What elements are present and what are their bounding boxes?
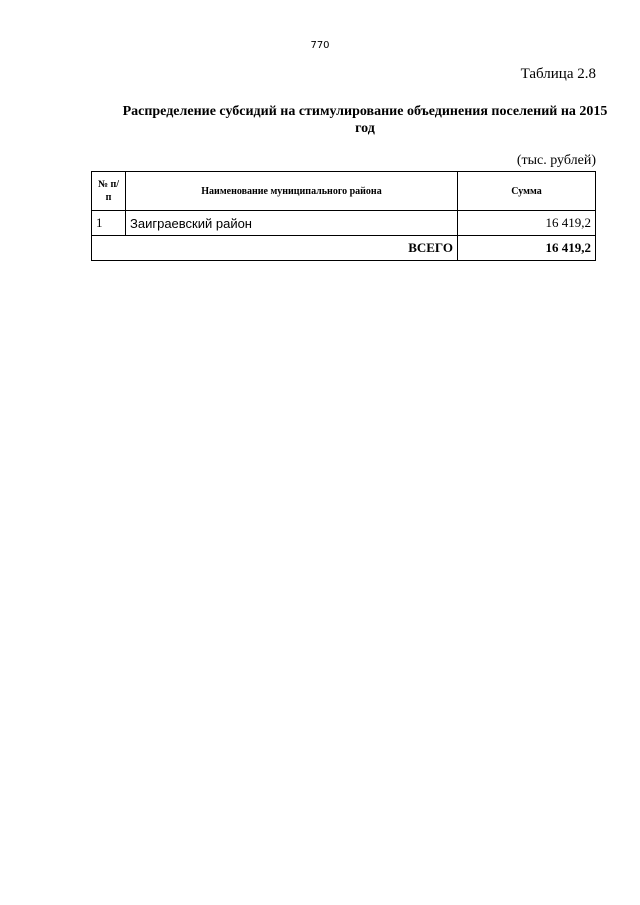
- row-name: Заиграевский район: [126, 211, 458, 236]
- row-num: 1: [92, 211, 126, 236]
- units-label: (тыс. рублей): [516, 153, 596, 168]
- header-name: Наименование муниципального района: [126, 172, 458, 211]
- row-sum: 16 419,2: [458, 211, 596, 236]
- total-sum: 16 419,2: [458, 236, 596, 261]
- table-label: Таблица 2.8: [520, 66, 596, 82]
- table-row: [92, 211, 596, 236]
- header-sum: Сумма: [458, 172, 596, 211]
- document-title: Распределение субсидий на стимулирование объединения поселений на 2015 год: [122, 104, 608, 136]
- total-row: [92, 236, 596, 261]
- table-header-row: [92, 172, 596, 211]
- total-label: ВСЕГО: [92, 236, 458, 261]
- page-number: 770: [310, 40, 330, 51]
- subsidy-table: [91, 171, 596, 261]
- header-num: № п/п: [92, 172, 126, 211]
